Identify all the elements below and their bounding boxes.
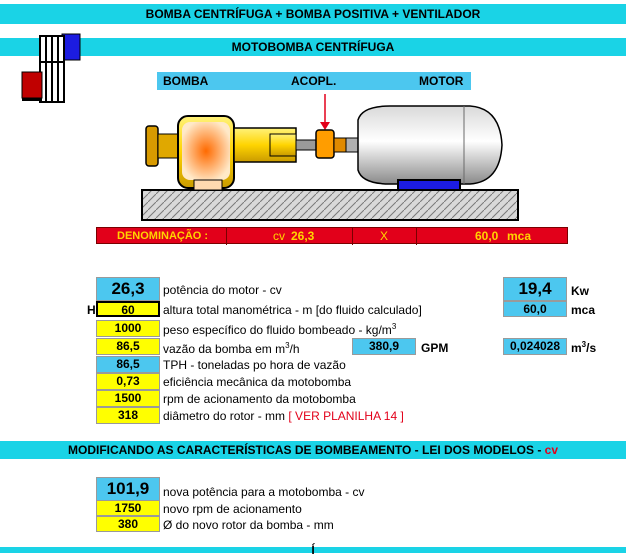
denominacao-x: X [380,229,389,243]
gpm-value: 380,9 [352,338,416,355]
weight-label: peso específico do fluido bombeado - $kg/m^3$ [163,322,397,337]
logo-icon [18,32,86,106]
denominacao-row [96,227,568,244]
head-label: altura total manométrica - m [do fluido calculado] [163,303,422,317]
h-marker: H [87,303,96,317]
efficiency-label: eficiência mecânica da motobomba [163,375,352,389]
modify-title: MODIFICANDO AS CARACTERÍSTICAS DE BOMBEAMENTO - LEI DOS MODELOS - [67,443,545,457]
flow-input[interactable]: 86,5 [96,338,160,355]
new-power-label: nova potência para a motobomba - cv [163,485,365,499]
rotor-input[interactable]: 318 [96,407,160,424]
title-band [0,4,626,24]
head-mca-value: 60,0 [503,301,567,317]
head-mca-unit: mca [571,303,596,317]
denominacao-cv-value: 26,3 [291,229,315,243]
power-kw-value: 19,4 [503,277,567,301]
power-kw-unit: Kw [571,284,589,298]
label-acopl: ACOPL. [291,74,337,88]
head-input[interactable]: 60 [96,301,160,317]
new-rpm-label: novo rpm de acionamento [163,502,302,516]
flow-label: vazão da bomba em $m^3/h$ [163,341,300,356]
diagram-header [157,72,471,90]
tph-value: 86,5 [96,356,160,373]
weight-input[interactable]: 1000 [96,320,160,337]
label-bomba: BOMBA [163,74,209,88]
new-rotor-input[interactable]: 380 [96,516,160,532]
m3s-value: 0,024028 [503,338,567,355]
section-title: MOTOBOMBA CENTRÍFUGA [231,40,395,54]
new-power-value: 101,9 [96,477,160,501]
modify-band [0,441,626,459]
footer-band [0,543,626,557]
efficiency-input[interactable]: 0,73 [96,373,160,390]
denominacao-cv-unit: cv [273,229,285,243]
new-rpm-input[interactable]: 1750 [96,500,160,516]
label-motor: MOTOR [419,74,464,88]
rotor-label: diâmetro do rotor - mm [ VER PLANILHA 14 ] [163,409,404,423]
m3s-unit: $m^3/s$ [571,340,597,355]
new-rotor-label: Ø do novo rotor da bomba - mm [163,518,334,532]
power-cv-value: 26,3 [96,277,160,301]
subtitle-band [0,38,626,56]
tph-label: TPH - toneladas po hora de vazão [163,358,346,372]
denominacao-mca-unit: mca [507,229,532,243]
denominacao-label: DENOMINAÇÃO : [117,230,209,242]
rpm-input[interactable]: 1500 [96,390,160,407]
rotor-reference-link[interactable]: [ VER PLANILHA 14 ] [288,409,404,423]
gpm-unit: GPM [421,341,449,355]
denominacao-mca-value: 60,0 [475,229,499,243]
motobomba-illustration [140,90,522,224]
rpm-label: rpm de acionamento da motobomba [163,392,356,406]
footer-title: Í [311,543,315,557]
power-cv-label: potência do motor - cv [163,283,282,297]
page-title: BOMBA CENTRÍFUGA + BOMBA POSITIVA + VENTILADOR [145,7,481,21]
modify-title-unit: cv [544,443,559,457]
